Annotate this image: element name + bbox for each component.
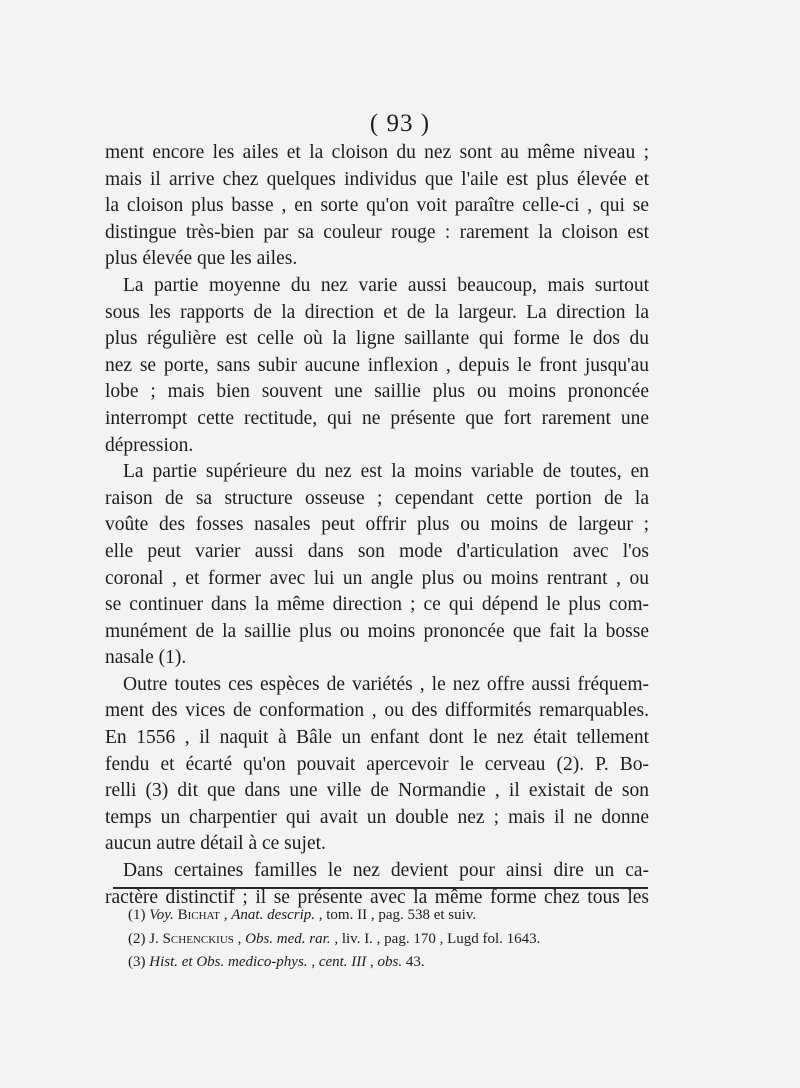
footnote-text: J. Schenckius [149, 930, 234, 947]
text-line: plus régulière est celle où la ligne saillante qui forme le dos du [105, 328, 649, 350]
text-line: fendu et écarté qu'on pouvait apercevoir le cerveau (2). P. Bo- [105, 753, 649, 775]
text-line: En 1556 , il naquit à Bâle un enfant dont le nez était tellement [105, 727, 649, 749]
text-line: la cloison plus basse , en sorte qu'on voit paraître celle-ci , qui se [105, 195, 649, 217]
paragraph [105, 672, 649, 858]
footnote-text: obs. [377, 954, 403, 970]
footnote-text: Anat. descrip. [231, 907, 315, 923]
text-line: relli (3) dit que dans une ville de Normandie , il existait de son [105, 780, 649, 802]
text-line: voûte des fosses nasales peut offrir plus ou moins de largeur ; [105, 514, 649, 536]
text-line: temps un charpentier qui avait un double nez ; mais il ne donne [105, 806, 649, 828]
footnote-text: 43. [402, 954, 425, 970]
footnote-text: Hist. et Obs. medico-phys. [149, 954, 308, 970]
footnote-text: , [366, 954, 378, 970]
text-line: sous les rapports de la direction et de la largeur. La direction la [105, 301, 649, 323]
text-line: aucun autre détail à ce sujet. [105, 833, 326, 855]
page-number: ( 93 ) [369, 110, 431, 137]
text-line: dépression. [105, 434, 194, 456]
text-line: nez se porte, sans subir aucune inflexion , depuis le front jusqu'au [105, 354, 649, 376]
text-line: coronal , et former avec lui un angle plus ou moins rentrant , ou [105, 567, 649, 589]
text-line: munément de la saillie plus ou moins prononcée que fait la bosse [105, 620, 649, 642]
footnote-divider [113, 887, 648, 889]
footnote-text: cent. III [318, 954, 367, 970]
footnote-text: , liv. I. , pag. 170 , Lugd fol. 1643. [330, 930, 541, 947]
text-line: La partie supérieure du nez est la moins variable de toutes, en [123, 461, 649, 483]
text-line: ractère distinctif ; il se présente avec la même forme chez tous les [105, 886, 649, 908]
footnote-text: , tom. II , pag. 538 et suiv. [315, 907, 477, 923]
text-line: interrompt cette rectitude, qui ne présente que fort rarement une [105, 407, 649, 429]
footnote [128, 904, 648, 928]
text-line: La partie moyenne du nez varie aussi beaucoup, mais surtout [123, 274, 649, 296]
paragraph [105, 459, 649, 672]
footnote [128, 951, 648, 975]
text-line: raison de sa structure osseuse ; cependant cette portion de la [105, 487, 649, 509]
footnote [128, 928, 648, 952]
text-line: Outre toutes ces espèces de variétés , le nez offre aussi fréquem- [123, 673, 649, 695]
footnote-mark: (2) [128, 930, 150, 947]
footnote-text: , [307, 954, 319, 970]
text-line: ment des vices de conformation , ou des difformités remarquables. [105, 700, 649, 722]
text-line: Dans certaines familles le nez devient pour ainsi dire un ca- [123, 860, 649, 882]
text-line: ment encore les ailes et la cloison du nez sont au même niveau ; [105, 142, 649, 163]
text-line: nasale (1). [105, 647, 187, 669]
paragraph [105, 273, 649, 459]
text-line: mais il arrive chez quelques individus que l'aile est plus élevée et [105, 168, 649, 190]
text-line: plus élevée que les ailes. [105, 248, 298, 270]
footnote-text: Voy. [149, 907, 174, 923]
footnotes [128, 904, 648, 975]
main-text [105, 140, 649, 911]
footnote-text: Bichat [173, 907, 220, 923]
footnote-text: , [220, 907, 232, 923]
paragraph [105, 140, 649, 273]
footnote-mark: (3) [128, 954, 150, 970]
footnote-mark: (1) [128, 907, 150, 923]
text-line: se continuer dans la même direction ; ce qui dépend le plus com- [105, 594, 649, 616]
footnote-text: , [233, 930, 246, 947]
text-line: distingue très-bien par sa couleur rouge : rarement la cloison est [105, 221, 649, 243]
footnote-text: Obs. med. rar. [245, 930, 331, 947]
text-line: elle peut varier aussi dans son mode d'articulation avec l'os [105, 540, 649, 562]
text-line: lobe ; mais bien souvent une saillie plus ou moins prononcée [105, 381, 649, 403]
